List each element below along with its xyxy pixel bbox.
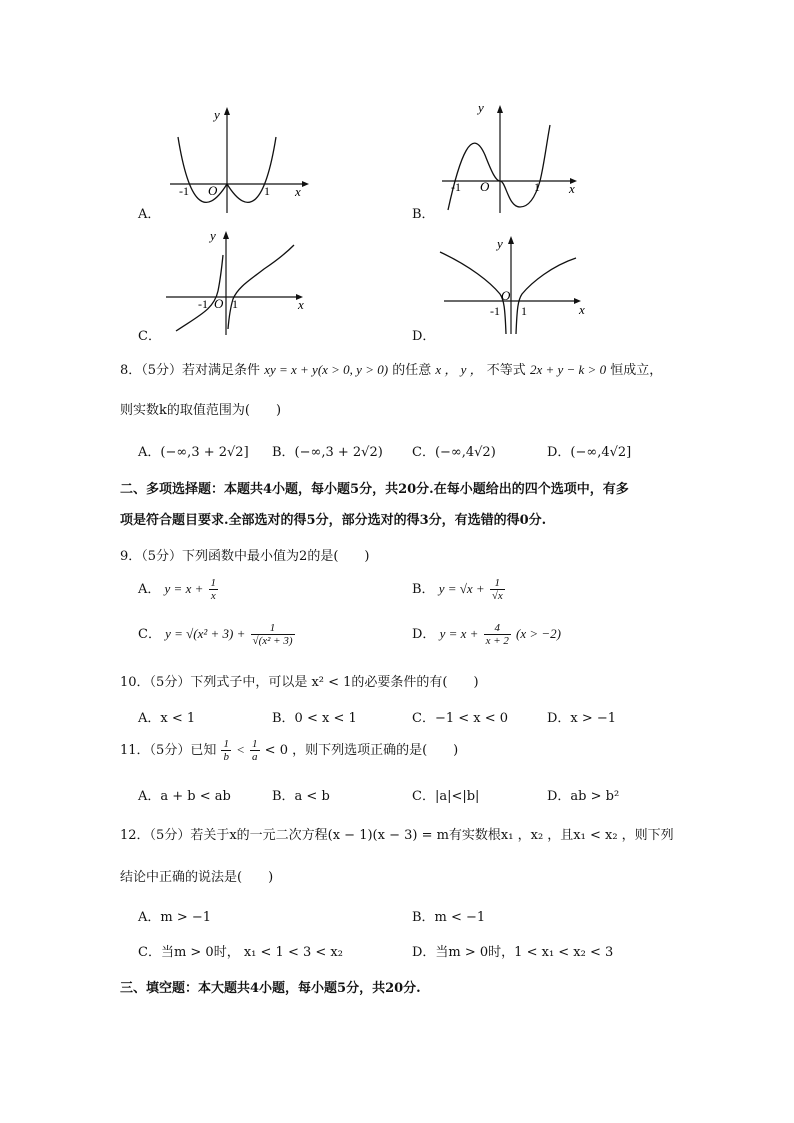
q12-option-c: C．当m > 0时， x₁ < 1 < 3 < x₂ (138, 945, 343, 960)
q9-c-fraction (251, 622, 295, 647)
q12-option-b: B．m < −1 (412, 910, 486, 925)
q9-b-num: 1 (490, 577, 505, 590)
tick-neg-label: -1 (451, 180, 461, 194)
q9-stem: 9．（5分）下列函数中最小值为2的是( ) (120, 549, 370, 564)
q11-f2-num: 1 (252, 738, 258, 750)
section2-heading-line1: 二、多项选择题：本题共4小题，每小题5分，共20分.在每小题给出的四个选项中，有多 (120, 482, 629, 497)
q8-stem-a: 8．（5分）若对满足条件 (120, 363, 261, 378)
graph-c (130, 225, 330, 340)
curve-d-left (440, 252, 506, 334)
section3-heading: 三、填空题：本大题共4小题，每小题5分，共20分. (120, 981, 421, 996)
origin-label: O (480, 179, 490, 194)
q9-a-den: x (210, 590, 216, 602)
curve-c-right (228, 245, 294, 329)
curve-b (448, 125, 550, 210)
origin-label: O (501, 288, 511, 303)
q11-f1-den: b (223, 751, 229, 763)
q11-fraction-1 (221, 738, 231, 763)
q11-stem (120, 738, 458, 763)
q9-a-expr: y = x + (164, 581, 204, 596)
q10-option-a: A．x < 1 (138, 711, 196, 726)
q9-c-label: C． (138, 627, 161, 642)
q11-fraction-2 (250, 738, 260, 763)
q12-line2: 结论中正确的说法是( ) (120, 870, 274, 885)
q8-option-d: D．(−∞,4√2] (547, 445, 632, 460)
graph-d (410, 230, 600, 340)
q9-b-expr: y = √x + (438, 581, 485, 596)
q8-line2: 则实数k的取值范围为( ) (120, 403, 282, 418)
q9-d-domain: (x > −2) (516, 626, 561, 641)
q9-a-num: 1 (210, 577, 217, 589)
q9-d-fraction (484, 622, 511, 647)
tick-neg-label: -1 (198, 297, 208, 311)
q12-option-d: D．当m > 0时，1 < x₁ < x₂ < 3 (412, 945, 614, 960)
x-label: x (579, 302, 585, 317)
graph-d-label: D． (412, 329, 436, 344)
q8-inequality: 2x + y − k > 0 (529, 362, 607, 377)
q8-option-b: B．(−∞,3 + 2√2) (272, 445, 383, 460)
q9-a-label: A． (138, 582, 161, 597)
graph-b (410, 95, 600, 220)
q12-option-a: A．m > −1 (138, 910, 212, 925)
tick-pos-label: 1 (232, 297, 238, 311)
graph-c-label: C． (138, 329, 161, 344)
q9-a-fraction (209, 577, 219, 602)
origin-label: O (208, 183, 218, 198)
graph-a-label: A． (138, 207, 161, 222)
q12-line1: 12．（5分）若关于x的一元二次方程(x − 1)(x − 3) = m有实数根x₁ ，x₂ ，且x₁ < x₂ ，则下列 (120, 828, 674, 843)
tick-pos-label: 1 (521, 304, 527, 318)
tick-neg-label: -1 (179, 184, 189, 198)
q10-stem: 10．（5分）下列式子中，可以是 x² < 1的必要条件的有( ) (120, 675, 479, 690)
q10-option-b: B．0 < x < 1 (272, 711, 357, 726)
graph-b-label: B． (412, 207, 435, 222)
q8-stem (120, 359, 662, 378)
q11-less-than: < (236, 742, 245, 757)
x-label: x (295, 184, 301, 199)
q9-d-num: 4 (484, 622, 511, 635)
q8-stem-d: 恒成立， (610, 363, 663, 378)
q11-stem-b: < 0 ，则下列选项正确的是( ) (264, 743, 459, 758)
q10-option-c: C．−1 < x < 0 (412, 711, 509, 726)
q9-d-expr: y = x + (439, 626, 479, 641)
q8-option-c: C．(−∞,4√2) (412, 445, 496, 460)
q9-d-den: x + 2 (485, 635, 509, 647)
y-label: y (497, 236, 503, 251)
q8-stem-c: 不等式 (486, 363, 526, 378)
q9-b-den: √x (491, 590, 503, 602)
q9-option-c (138, 622, 296, 647)
y-label: y (214, 107, 220, 122)
graph-a (130, 95, 330, 220)
origin-label: O (214, 296, 224, 311)
q9-option-d (412, 622, 561, 647)
tick-pos-label: 1 (264, 184, 270, 198)
x-label: x (569, 181, 575, 196)
q11-option-a: A．a + b < ab (138, 789, 231, 804)
q8-vars: x ， y ， (435, 362, 483, 377)
y-label: y (210, 228, 216, 243)
q11-f2-den: a (252, 751, 258, 763)
x-label: x (298, 297, 304, 312)
q9-option-b (412, 577, 506, 602)
q9-b-label: B． (412, 582, 435, 597)
q11-option-d: D．ab > b² (547, 789, 620, 804)
q9-d-label: D． (412, 627, 436, 642)
q9-c-num: 1 (251, 622, 295, 635)
q10-option-d: D．x > −1 (547, 711, 617, 726)
q11-stem-a: 11．（5分）已知 (120, 743, 217, 758)
curve-c-left (176, 255, 223, 331)
q8-option-a: A．(−∞,3 + 2√2] (138, 445, 249, 460)
q8-condition: xy = x + y(x > 0, y > 0) (264, 362, 389, 377)
y-label: y (478, 100, 484, 115)
q8-stem-b: 的任意 (392, 363, 432, 378)
q11-option-c: C．|a|<|b| (412, 789, 480, 804)
q11-option-b: B．a < b (272, 789, 330, 804)
q11-f1-num: 1 (223, 738, 229, 750)
q9-b-fraction (490, 577, 505, 602)
section2-heading-line2: 项是符合题目要求.全部选对的得5分，部分选对的得3分，有选错的得0分. (120, 513, 547, 528)
q9-option-a (138, 577, 219, 602)
q9-c-expr: y = √(x² + 3) + (165, 626, 246, 641)
q9-c-den: √(x² + 3) (252, 635, 293, 647)
curve-d-right (516, 258, 576, 334)
tick-pos-label: 1 (534, 180, 540, 194)
tick-neg-label: -1 (490, 304, 500, 318)
